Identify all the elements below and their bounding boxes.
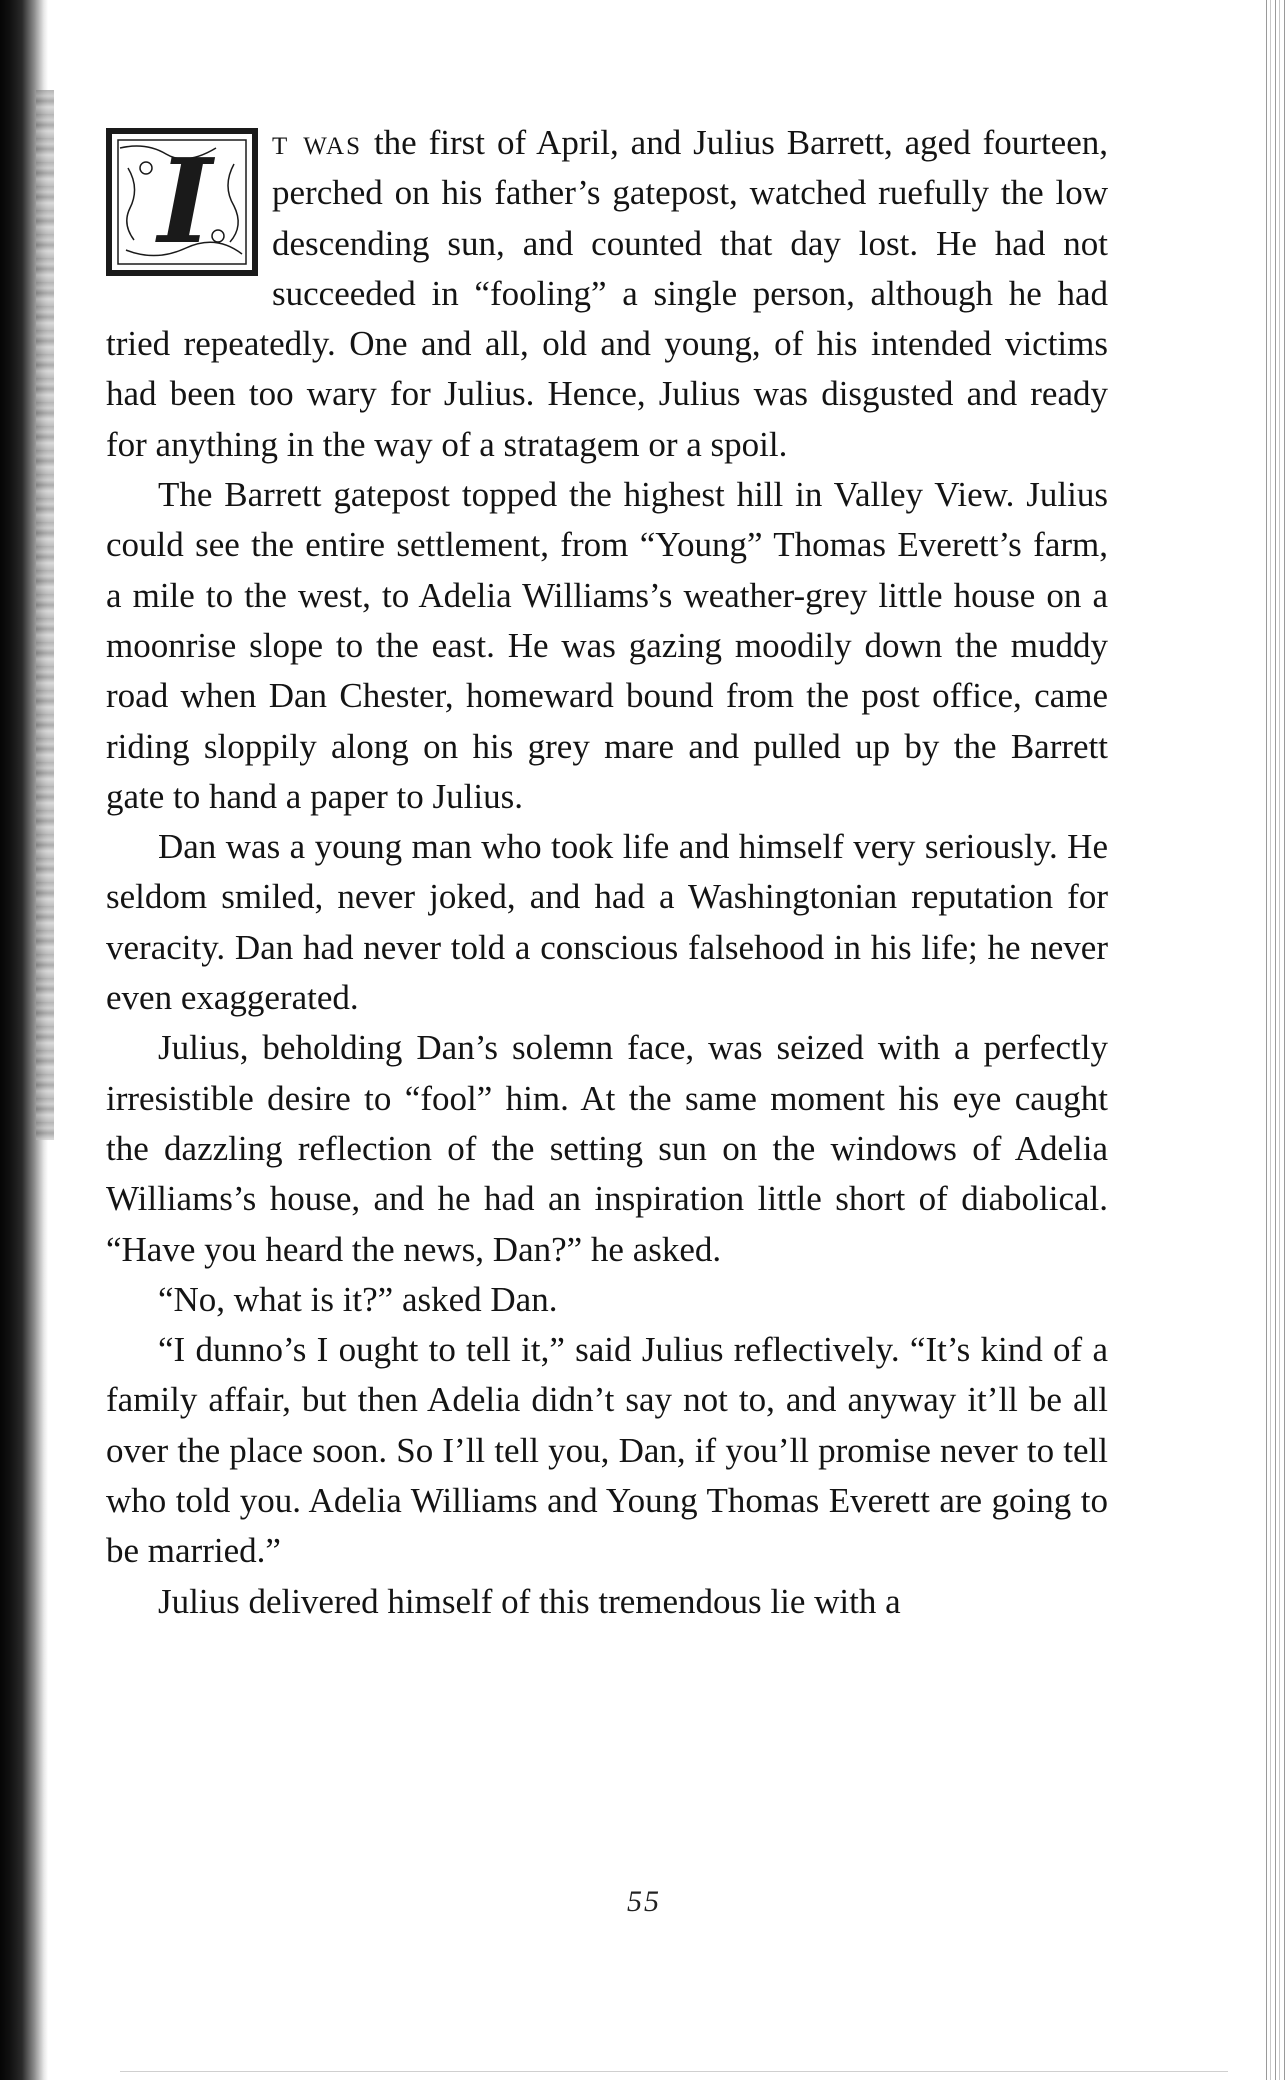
page-number: 55 xyxy=(627,1885,661,1918)
drop-cap-letter: I xyxy=(157,134,213,270)
story-text xyxy=(106,118,1108,1627)
paragraph-6: “I dunno’s I ought to tell it,” said Julius reflectively. “It’s kind of a family affair, but then Adelia didn’t say not to, and anyway it’ll be all over the place soon. So I’ll tell you, Dan, if you’ll promise never to tell who told you. Adelia Williams and Young Thomas Everett are going to be married.” xyxy=(106,1330,1108,1571)
paragraph-opening xyxy=(106,118,1108,470)
lead-small-caps: t was xyxy=(272,123,362,162)
drop-cap xyxy=(106,128,258,276)
paragraph-1-text: the first of April, and Julius Barrett, aged fourteen, perched on his father’s gatepost, watched ruefully the low descending sun, and counted that day lost. He had not succeeded in “fooling” a single person, although he had tried repeatedly. One and all, old and young, of his intended victims had been too wary for Julius. Hence, Julius was disgusted and ready for anything in the way of a stratagem or a spoil. xyxy=(106,123,1108,464)
paragraph-4: Julius, beholding Dan’s solemn face, was seized with a perfectly irresistible desire to “fool” him. At the same moment his eye caught the dazzling reflection of the setting sun on the windows of Adelia Williams’s house, and he had an inspiration little short of diabolical. “Have you heard the news, Dan?” he asked. xyxy=(106,1028,1108,1269)
gutter-lines xyxy=(1262,0,1288,2080)
binding-streak xyxy=(36,90,54,1140)
paragraph-7: Julius delivered himself of this tremendous lie with a xyxy=(158,1581,901,1621)
paragraph-2: The Barrett gatepost topped the highest hill in Valley View. Julius could see the entire settlement, from “Young” Thomas Everett’s farm, a mile to the west, to Adelia Williams’s weather-grey little house on a moonrise slope to the east. He was gazing moodily down the muddy road when Dan Chester, homeward bound from the post office, came riding sloppily along on his grey mare and pulled up by the Barrett gate to hand a paper to Julius. xyxy=(106,475,1108,816)
paragraph-3: Dan was a young man who took life and himself very seriously. He seldom smiled, never joked, and had a Washingtonian reputation for veracity. Dan had never told a conscious falsehood in his life; he never even exaggerated. xyxy=(106,827,1108,1018)
scan-edge xyxy=(120,2071,1228,2072)
paragraph-5: “No, what is it?” asked Dan. xyxy=(158,1279,558,1319)
